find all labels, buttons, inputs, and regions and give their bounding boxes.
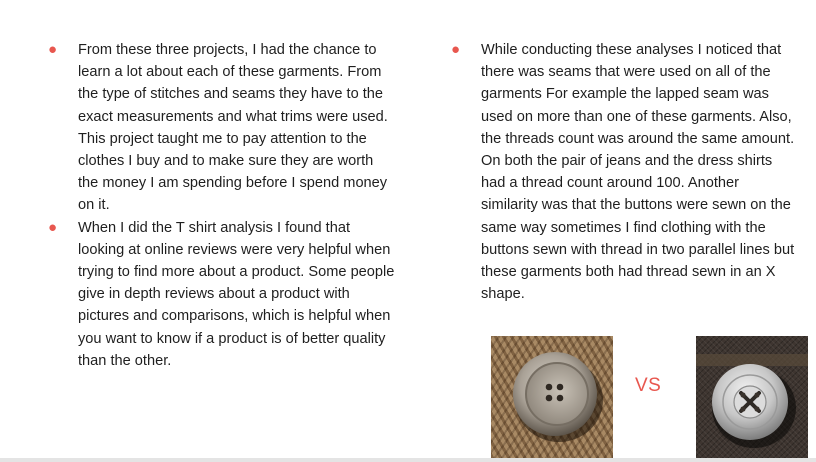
button-icon bbox=[696, 336, 808, 458]
right-column bbox=[450, 39, 795, 305]
bullet-icon: ● bbox=[48, 218, 58, 236]
vs-label: VS bbox=[635, 375, 662, 396]
bullet-text: When I did the T shirt analysis I found that looking at online reviews were very helpful when trying to find more about a product. Some people give in depth reviews about a product with pictures and comparisons, which is helpful when you want to know if a product is of better quality than the other. bbox=[78, 219, 395, 369]
bottom-divider bbox=[0, 458, 816, 462]
list-item bbox=[47, 39, 397, 217]
bullet-text: From these three projects, I had the chance to learn a lot about each of these garments. From the type of stitches and seams they have to the exact measurements and what trims were used. This project taught me to pay attention to the clothes I buy and to make sure they are worth the money I am spending before I spend money on it. bbox=[78, 42, 388, 214]
left-column bbox=[47, 39, 397, 372]
button-icon bbox=[491, 336, 613, 458]
left-bullet-list bbox=[47, 39, 397, 372]
bullet-icon: ● bbox=[48, 41, 58, 58]
jeans-button-photo bbox=[696, 336, 808, 458]
bullet-icon: ● bbox=[451, 41, 461, 58]
list-item bbox=[47, 217, 397, 372]
right-bullet-list bbox=[450, 39, 795, 305]
bullet-text: While conducting these analyses I noticed that there was seams that were used on all of the garments For example the lapped seam was used on more than one of these garments. Also, the threads count was around the same amount. On both the pair of jeans and the dress shirts had a thread count around 100. Another similarity was that the buttons were sewn on the same way sometimes I find clothing with the buttons sewn with thread in two parallel lines but these garments both had thread sewn in an X shape. bbox=[481, 42, 795, 303]
list-item bbox=[450, 39, 795, 305]
sweater-button-photo bbox=[491, 336, 613, 458]
